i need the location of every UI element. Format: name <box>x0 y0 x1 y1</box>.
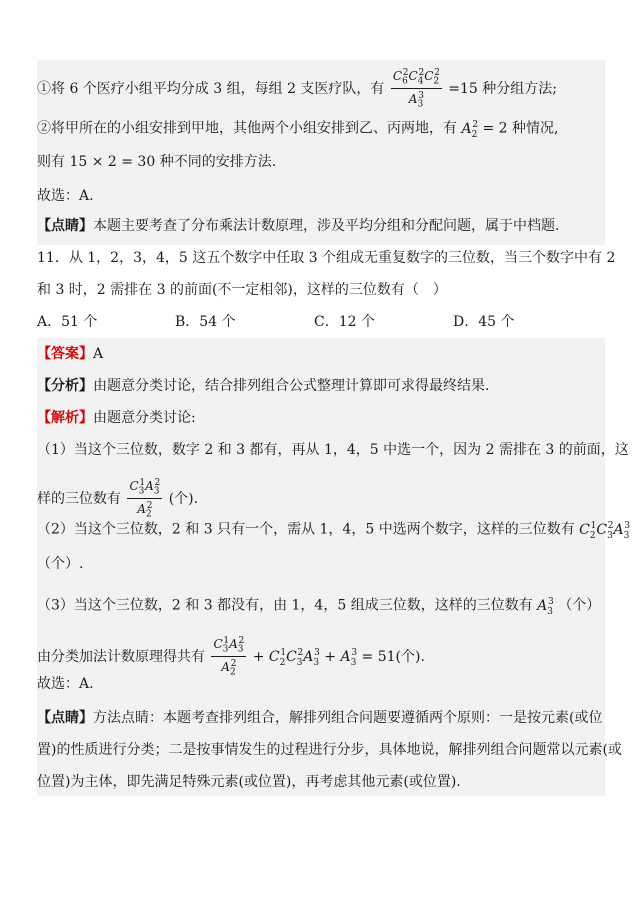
solution-text: 由题意分类讨论: <box>93 410 196 426</box>
case-1-line-2 <box>37 476 198 522</box>
select-line-1 <box>37 186 94 206</box>
total-formula: + $C_2^1C_3^2A_3^3 + A_3^3$ <box>252 648 358 668</box>
case-2-text-2: （个）. <box>37 556 84 572</box>
analysis-line <box>37 376 489 396</box>
case-3-line <box>37 592 600 621</box>
case-3-formula: $A_3^3$ <box>537 597 554 617</box>
total-arrangement-post: 种不同的安排方法. <box>159 154 277 170</box>
arrangement-eq: = 2 <box>482 120 508 137</box>
total-text: 由分类加法计数原理得共有 <box>37 648 205 665</box>
grouping-fraction: $\frac{C_6^2C_4^2C_2^2}{A_3^3}$ <box>392 68 440 110</box>
solution-line <box>37 408 196 428</box>
case-2-line-1 <box>37 516 630 545</box>
case-1-text-1: （1）当这个三位数，数字 2 和 3 都有，再从 1，4，5 中选一个，因为 2 需排在 3 的前面，这 <box>37 442 629 458</box>
select-text-2: 故选：A. <box>37 676 94 692</box>
option-d <box>453 312 515 332</box>
arrangement-result: 种情况, <box>512 120 559 137</box>
question-11-line-2 <box>37 280 447 300</box>
case-3-result: （个） <box>558 597 601 614</box>
option-a-text: A．51 个 <box>37 314 98 330</box>
tip-line-2 <box>37 708 602 728</box>
total-fraction: $\frac{C_3^1A_3^2}{A_2^2}$ <box>213 636 245 678</box>
tip-text-2-1: 方法点睛：本题考查排列组合，解排列组合问题要遵循两个原则：一是按元素(或位 <box>93 710 603 726</box>
tip-line-4 <box>37 772 461 792</box>
tip-line-3 <box>37 740 622 760</box>
analysis-text: 由题意分类讨论，结合排列组合公式整理计算即可求得最终结果. <box>93 378 490 394</box>
tip-tag-1: 【点睛】 <box>37 218 93 234</box>
total-result: = 51(个). <box>361 648 425 665</box>
total-line <box>37 634 425 680</box>
option-b <box>175 312 236 332</box>
select-text-1: 故选：A. <box>37 188 94 204</box>
case-1-fraction: $\frac{C_3^1A_3^2}{A_2^2}$ <box>129 478 161 520</box>
tip-text-2-2: 置)的性质进行分类；二是按事情发生的过程进行分步，具体地说，解排列组合问题常以元素(或 <box>37 742 622 758</box>
case-1-line-1 <box>37 440 629 460</box>
arrangement-text: ②将甲所在的小组安排到甲地，其他两个小组安排到乙、丙两地，有 <box>37 120 457 137</box>
analysis-tag: 【分析】 <box>37 378 93 394</box>
total-arrangement-pre: 则有 <box>37 154 65 170</box>
tip-tag-2: 【点睛】 <box>37 710 93 726</box>
solution-tag: 【解析】 <box>37 410 93 426</box>
option-b-text: B．54 个 <box>175 314 236 330</box>
answer-tag: 【答案】 <box>37 346 93 362</box>
total-arrangement-line <box>37 152 276 172</box>
select-line-2 <box>37 674 94 694</box>
option-d-text: D．45 个 <box>453 314 515 330</box>
option-a <box>37 312 97 332</box>
case-2-text-1: （2）当这个三位数，2 和 3 只有一个，需从 1，4，5 中选两个数字，这样的三位数有 <box>37 521 575 538</box>
arrangement-formula: $A_2^2$ <box>461 120 479 140</box>
option-c-text: C．12 个 <box>314 314 375 330</box>
tip-text-2-3: 位置)为主体，即先满足特殊元素(或位置)，再考虑其他元素(或位置). <box>37 774 461 790</box>
case-2-line-2 <box>37 554 83 574</box>
total-arrangement-eq: 15 × 2 = 30 <box>69 154 156 170</box>
grouping-result: =15 种分组方法; <box>448 80 558 97</box>
case-3-text: （3）当这个三位数，2 和 3 都没有，由 1，4，5 组成三位数，这样的三位数有 <box>37 597 533 614</box>
question-text-2: 和 3 时，2 需排在 3 的前面(不一定相邻)，这样的三位数有（ ） <box>37 282 447 298</box>
tip-line-1 <box>37 216 559 236</box>
question-11-line-1 <box>37 248 615 268</box>
answer-line <box>37 344 103 364</box>
grouping-line <box>37 66 557 112</box>
answer-text: A <box>93 346 104 362</box>
case-1-text-2: 样的三位数有 <box>37 490 121 507</box>
option-c <box>314 312 375 332</box>
tip-text-1: 本题主要考查了分布乘法计数原理，涉及平均分组和分配问题，属于中档题. <box>93 218 560 234</box>
grouping-text: ①将 6 个医疗小组平均分成 3 组，每组 2 支医疗队，有 <box>37 80 385 97</box>
case-1-result: (个). <box>168 490 199 507</box>
case-2-formula: $C_2^1C_3^2A_3^3$ <box>579 521 631 541</box>
arrangement-line <box>37 115 559 144</box>
question-text-1: 11．从 1，2，3，4，5 这五个数字中任取 3 个组成无重复数字的三位数，当三个数字中有 2 <box>37 250 616 266</box>
